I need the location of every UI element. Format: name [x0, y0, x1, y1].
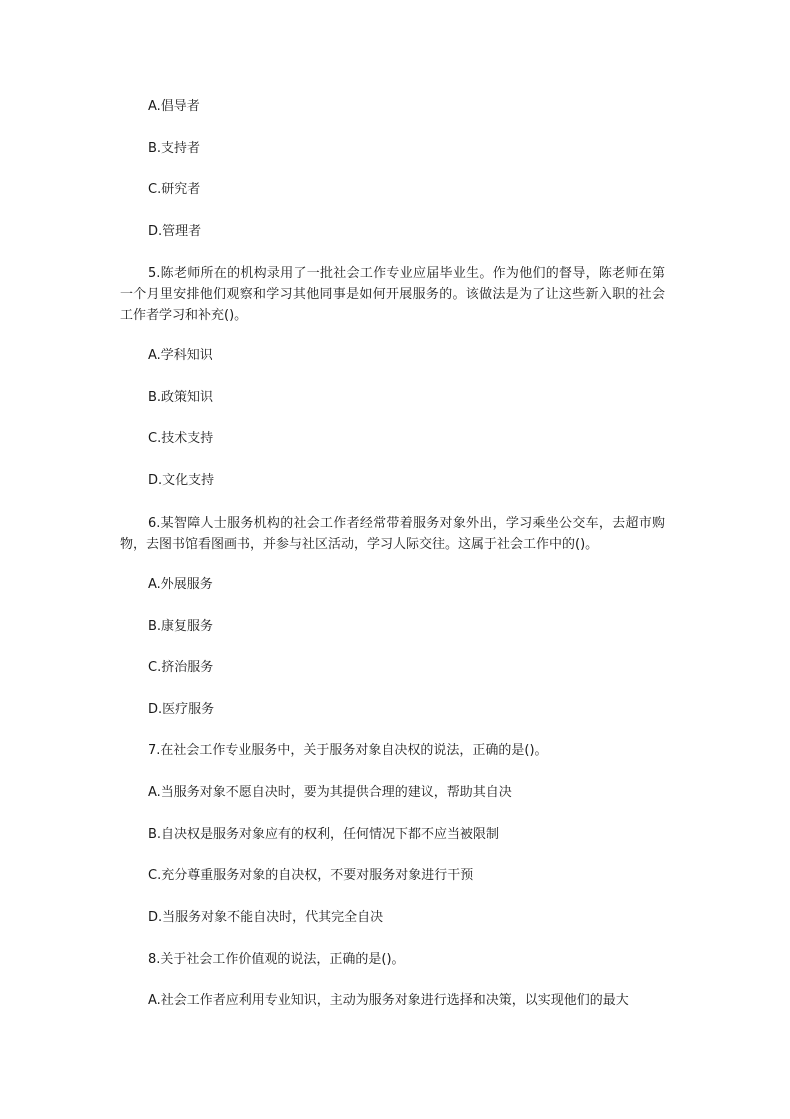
- option-a-advocate: A.倡导者: [148, 99, 200, 114]
- q7-option-b: B.自决权是服务对象应有的权利，任何情况下都不应当被限制: [148, 827, 500, 842]
- question-7: 7.在社会工作专业服务中，关于服务对象自决权的说法，正确的是()。: [148, 743, 548, 758]
- q6-option-c: C.挤治服务: [148, 660, 214, 675]
- q5-option-a: A.学科知识: [148, 348, 213, 363]
- option-d-manager: D.管理者: [148, 224, 202, 239]
- question-8: 8.关于社会工作价值观的说法，正确的是()。: [148, 952, 405, 967]
- q5-option-c: C.技术支持: [148, 431, 214, 446]
- q8-option-a: A.社会工作者应利用专业知识，主动为服务对象进行选择和决策，以实现他们的最大: [148, 993, 629, 1008]
- q6-option-d: D.医疗服务: [148, 702, 215, 717]
- q7-option-c: C.充分尊重服务对象的自决权，不要对服务对象进行干预: [148, 868, 474, 883]
- q5-option-b: B.政策知识: [148, 390, 214, 405]
- question-5: 5.陈老师所在的机构录用了一批社会工作专业应届毕业生。作为他们的督导，陈老师在第一个月里安排他们观察和学习其他同事是如何开展服务的。该做法是为了让这些新入职的社会工作者学习和补充()。: [120, 266, 665, 323]
- question-6: 6.某智障人士服务机构的社会工作者经常带着服务对象外出，学习乘坐公交车，去超市购物，去图书馆看图画书，并参与社区活动，学习人际交往。这属于社会工作中的()。: [120, 516, 665, 552]
- q6-option-a: A.外展服务: [148, 577, 213, 592]
- q6-option-b: B.康复服务: [148, 619, 214, 634]
- q7-option-d: D.当服务对象不能自决时，代其完全自决: [148, 910, 384, 925]
- option-c-researcher: C.研究者: [148, 182, 201, 197]
- q5-option-d: D.文化支持: [148, 473, 215, 488]
- option-b-supporter: B.支持者: [148, 141, 201, 156]
- q7-option-a: A.当服务对象不愿自决时，要为其提供合理的建议，帮助其自决: [148, 785, 512, 800]
